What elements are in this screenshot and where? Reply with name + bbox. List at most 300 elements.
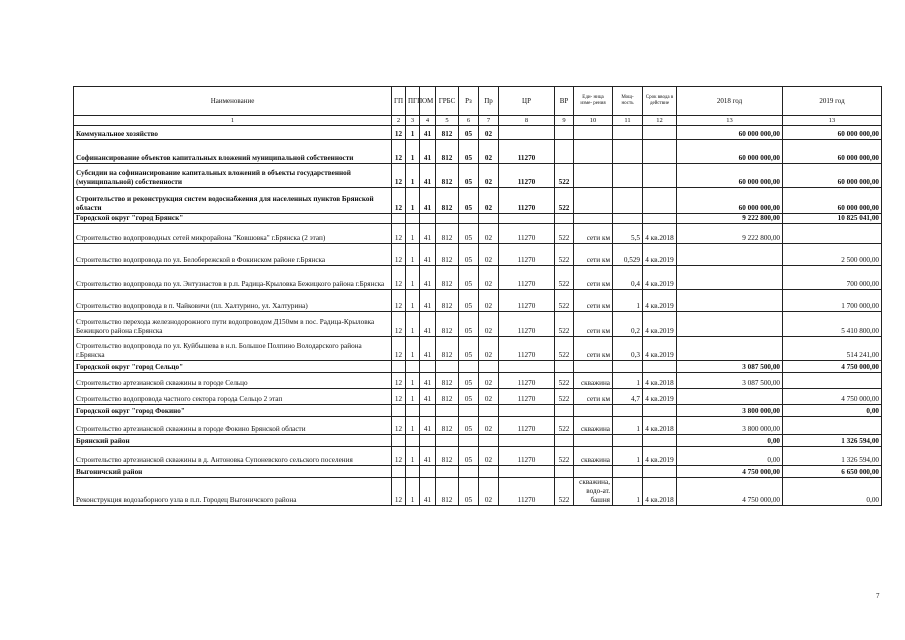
- cell-2019: 60 000 000,00: [783, 188, 882, 214]
- cell-tsr: 11270: [499, 478, 555, 506]
- cell-name: Строительство и реконструкция систем водоснабжения для населенных пунктов Брянской области: [74, 188, 392, 214]
- table-row: [74, 405, 882, 417]
- cell-2018: 9 222 800,00: [677, 224, 783, 244]
- cell-unit: сети км: [574, 266, 613, 290]
- cell-pr: 02: [479, 224, 499, 244]
- cell-power: [613, 164, 643, 188]
- header-om: ОМ: [420, 87, 436, 116]
- cell-vr: 522: [555, 266, 574, 290]
- cell-rz: [459, 405, 479, 417]
- cell-2019: 514 241,00: [783, 337, 882, 361]
- cell-grbs: [436, 466, 459, 478]
- cell-om: 41: [420, 290, 436, 312]
- col-num: 13: [783, 116, 882, 126]
- cell-tsr: [499, 435, 555, 447]
- header-pr: Пр: [479, 87, 499, 116]
- cell-om: 41: [420, 478, 436, 506]
- cell-gp: [392, 361, 406, 373]
- cell-vr: 522: [555, 478, 574, 506]
- cell-pgp: 1: [406, 417, 420, 435]
- cell-pgp: 1: [406, 389, 420, 405]
- cell-2019: 700 000,00: [783, 266, 882, 290]
- cell-gp: 12: [392, 447, 406, 466]
- cell-gp: [392, 466, 406, 478]
- cell-gp: 12: [392, 140, 406, 164]
- cell-term: 4 кв.2019: [643, 312, 677, 337]
- cell-term: [643, 214, 677, 224]
- cell-term: [643, 140, 677, 164]
- cell-rz: [459, 361, 479, 373]
- cell-power: [613, 140, 643, 164]
- header-power: Мощ- ность: [613, 87, 643, 116]
- cell-unit: скважина, водо-ат. башня: [574, 478, 613, 506]
- cell-om: [420, 214, 436, 224]
- cell-term: [643, 126, 677, 140]
- cell-vr: 522: [555, 337, 574, 361]
- cell-pgp: 1: [406, 126, 420, 140]
- table-row: [74, 140, 882, 164]
- cell-vr: [555, 361, 574, 373]
- cell-term: 4 кв.2019: [643, 244, 677, 266]
- table-row: [74, 164, 882, 188]
- cell-name: Строительство артезианской скважины в д. Антоновка Супоневского сельского поселения: [74, 447, 392, 466]
- cell-tsr: [499, 466, 555, 478]
- cell-unit: сети км: [574, 224, 613, 244]
- cell-pgp: [406, 361, 420, 373]
- cell-power: 1: [613, 417, 643, 435]
- cell-pgp: 1: [406, 337, 420, 361]
- cell-2018: 4 750 000,00: [677, 466, 783, 478]
- cell-tsr: 11270: [499, 224, 555, 244]
- cell-name: Строительство водопровода по ул. Энтузиастов в р.п. Радица-Крыловка Бежицкого района г.Брянска: [74, 266, 392, 290]
- cell-2019: 60 000 000,00: [783, 126, 882, 140]
- cell-gp: 12: [392, 188, 406, 214]
- header-2018: 2018 год: [677, 87, 783, 116]
- cell-name: Городской округ "город Фокино": [74, 405, 392, 417]
- cell-unit: [574, 140, 613, 164]
- table-row: [74, 188, 882, 214]
- cell-2018: [677, 312, 783, 337]
- cell-gp: 12: [392, 244, 406, 266]
- cell-rz: 05: [459, 389, 479, 405]
- cell-pgp: [406, 435, 420, 447]
- cell-pgp: 1: [406, 266, 420, 290]
- cell-power: 4,7: [613, 389, 643, 405]
- cell-unit: [574, 435, 613, 447]
- cell-name: Городской округ "город Сельцо": [74, 361, 392, 373]
- cell-pgp: 1: [406, 244, 420, 266]
- cell-unit: [574, 405, 613, 417]
- cell-gp: 12: [392, 290, 406, 312]
- cell-grbs: 812: [436, 478, 459, 506]
- cell-vr: 522: [555, 312, 574, 337]
- cell-unit: сети км: [574, 290, 613, 312]
- cell-tsr: 11270: [499, 188, 555, 214]
- cell-2018: 3 087 500,00: [677, 373, 783, 389]
- cell-2019: 0,00: [783, 478, 882, 506]
- header-grbs: ГРБС: [436, 87, 459, 116]
- cell-grbs: 812: [436, 188, 459, 214]
- cell-grbs: 812: [436, 373, 459, 389]
- cell-grbs: 812: [436, 244, 459, 266]
- cell-2018: [677, 337, 783, 361]
- cell-grbs: 812: [436, 389, 459, 405]
- cell-pr: [479, 435, 499, 447]
- cell-name: Коммунальное хозяйство: [74, 126, 392, 140]
- col-num: 13: [677, 116, 783, 126]
- cell-gp: 12: [392, 417, 406, 435]
- cell-2018: 4 750 000,00: [677, 478, 783, 506]
- col-num: 9: [555, 116, 574, 126]
- cell-vr: 522: [555, 290, 574, 312]
- cell-om: [420, 466, 436, 478]
- cell-name: Строительство перехода железнодорожного пути водопроводом Д150мм в пос. Радица-Крыловка Бежицкого района г.Брянска: [74, 312, 392, 337]
- cell-grbs: 812: [436, 266, 459, 290]
- cell-name: Софинансирование объектов капитальных вложений муниципальной собственности: [74, 140, 392, 164]
- col-num: 10: [574, 116, 613, 126]
- cell-om: 41: [420, 140, 436, 164]
- cell-rz: 05: [459, 478, 479, 506]
- cell-om: 41: [420, 224, 436, 244]
- cell-tsr: [499, 214, 555, 224]
- cell-om: 41: [420, 266, 436, 290]
- cell-term: [643, 435, 677, 447]
- cell-name: Строительство артезианской скважины в городе Фокино Брянской области: [74, 417, 392, 435]
- table-row: [74, 447, 882, 466]
- cell-power: 0,529: [613, 244, 643, 266]
- cell-grbs: 812: [436, 224, 459, 244]
- cell-rz: 05: [459, 337, 479, 361]
- cell-pgp: 1: [406, 312, 420, 337]
- cell-power: [613, 126, 643, 140]
- cell-tsr: 11270: [499, 312, 555, 337]
- cell-gp: 12: [392, 164, 406, 188]
- cell-grbs: 812: [436, 312, 459, 337]
- cell-om: 41: [420, 417, 436, 435]
- cell-2018: 60 000 000,00: [677, 188, 783, 214]
- cell-unit: сети км: [574, 389, 613, 405]
- cell-gp: 12: [392, 478, 406, 506]
- cell-gp: 12: [392, 373, 406, 389]
- cell-2018: 3 800 000,00: [677, 405, 783, 417]
- cell-2018: [677, 244, 783, 266]
- cell-power: 1: [613, 373, 643, 389]
- cell-rz: 05: [459, 244, 479, 266]
- cell-power: 0,3: [613, 337, 643, 361]
- cell-tsr: 11270: [499, 389, 555, 405]
- cell-term: 4 кв.2018: [643, 373, 677, 389]
- cell-rz: [459, 435, 479, 447]
- cell-rz: 05: [459, 164, 479, 188]
- cell-name: Строительство водопровода частного сектора города Сельцо 2 этап: [74, 389, 392, 405]
- cell-power: [613, 214, 643, 224]
- cell-pgp: 1: [406, 188, 420, 214]
- cell-om: [420, 435, 436, 447]
- table-row: [74, 224, 882, 244]
- header-pgp: ПГП: [406, 87, 420, 116]
- cell-vr: [555, 466, 574, 478]
- cell-vr: 522: [555, 447, 574, 466]
- cell-tsr: 11270: [499, 373, 555, 389]
- cell-pr: 02: [479, 337, 499, 361]
- cell-term: 4 кв.2018: [643, 224, 677, 244]
- cell-vr: [555, 126, 574, 140]
- cell-om: 41: [420, 244, 436, 266]
- header-gp: ГП: [392, 87, 406, 116]
- cell-2018: 3 087 500,00: [677, 361, 783, 373]
- cell-rz: [459, 466, 479, 478]
- cell-tsr: [499, 361, 555, 373]
- cell-name: Субсидии на софинансирование капитальных вложений в объекты государственной (муниципальной) собственности: [74, 164, 392, 188]
- cell-gp: [392, 214, 406, 224]
- cell-rz: 05: [459, 373, 479, 389]
- cell-grbs: 812: [436, 417, 459, 435]
- cell-grbs: [436, 435, 459, 447]
- cell-2019: [783, 373, 882, 389]
- cell-gp: 12: [392, 389, 406, 405]
- cell-pr: 02: [479, 417, 499, 435]
- cell-tsr: 11270: [499, 290, 555, 312]
- cell-unit: скважина: [574, 417, 613, 435]
- cell-gp: 12: [392, 126, 406, 140]
- page-number: 7: [876, 592, 880, 600]
- cell-term: [643, 188, 677, 214]
- table-row: [74, 435, 882, 447]
- table-row: [74, 361, 882, 373]
- cell-om: 41: [420, 126, 436, 140]
- cell-rz: 05: [459, 290, 479, 312]
- cell-pr: 02: [479, 244, 499, 266]
- cell-pr: 02: [479, 140, 499, 164]
- table-row: [74, 337, 882, 361]
- cell-2019: 1 326 594,00: [783, 435, 882, 447]
- cell-unit: [574, 188, 613, 214]
- cell-grbs: [436, 405, 459, 417]
- cell-name: Строительство водопровода в п. Чайковичи (пл. Халтурино, ул. Халтурина): [74, 290, 392, 312]
- cell-rz: [459, 214, 479, 224]
- col-num: 1: [74, 116, 392, 126]
- cell-grbs: 812: [436, 126, 459, 140]
- cell-grbs: 812: [436, 140, 459, 164]
- cell-2019: 10 825 041,00: [783, 214, 882, 224]
- cell-power: [613, 405, 643, 417]
- cell-tsr: 11270: [499, 266, 555, 290]
- cell-pgp: 1: [406, 164, 420, 188]
- cell-2019: 2 500 000,00: [783, 244, 882, 266]
- cell-term: [643, 361, 677, 373]
- cell-name: Строительство водопровода по ул. Белобережской в Фокинском районе г.Брянска: [74, 244, 392, 266]
- table-row: [74, 290, 882, 312]
- cell-pr: 02: [479, 266, 499, 290]
- cell-2018: 60 000 000,00: [677, 140, 783, 164]
- cell-unit: [574, 214, 613, 224]
- cell-grbs: [436, 361, 459, 373]
- cell-unit: [574, 466, 613, 478]
- cell-name: Реконструкция водозаборного узла в п.п. Городец Выгоничского района: [74, 478, 392, 506]
- col-num: 12: [643, 116, 677, 126]
- cell-term: 4 кв.2019: [643, 290, 677, 312]
- cell-pr: [479, 405, 499, 417]
- cell-name: Выгоничский район: [74, 466, 392, 478]
- col-num: 6: [459, 116, 479, 126]
- column-numbers-row: [74, 116, 882, 126]
- cell-vr: 522: [555, 373, 574, 389]
- budget-table: [73, 86, 882, 506]
- cell-pgp: 1: [406, 373, 420, 389]
- cell-pgp: [406, 214, 420, 224]
- cell-vr: [555, 214, 574, 224]
- cell-power: [613, 361, 643, 373]
- col-num: 4: [420, 116, 436, 126]
- cell-gp: 12: [392, 224, 406, 244]
- cell-om: [420, 361, 436, 373]
- cell-grbs: 812: [436, 164, 459, 188]
- cell-om: 41: [420, 312, 436, 337]
- cell-gp: 12: [392, 337, 406, 361]
- cell-vr: 522: [555, 244, 574, 266]
- cell-grbs: 812: [436, 290, 459, 312]
- cell-term: [643, 466, 677, 478]
- cell-2019: [783, 417, 882, 435]
- cell-pr: 02: [479, 447, 499, 466]
- cell-tsr: 11270: [499, 417, 555, 435]
- cell-2018: 0,00: [677, 447, 783, 466]
- cell-pr: 02: [479, 312, 499, 337]
- cell-2018: 60 000 000,00: [677, 126, 783, 140]
- cell-pgp: 1: [406, 224, 420, 244]
- cell-term: 4 кв.2018: [643, 478, 677, 506]
- col-num: 5: [436, 116, 459, 126]
- cell-2019: 60 000 000,00: [783, 164, 882, 188]
- cell-power: 1: [613, 290, 643, 312]
- cell-term: 4 кв.2019: [643, 447, 677, 466]
- table-body: [74, 126, 882, 506]
- cell-pr: [479, 466, 499, 478]
- cell-vr: 522: [555, 164, 574, 188]
- cell-om: 41: [420, 373, 436, 389]
- cell-pr: 02: [479, 389, 499, 405]
- cell-unit: скважина: [574, 373, 613, 389]
- cell-vr: [555, 435, 574, 447]
- cell-term: 4 кв.2019: [643, 389, 677, 405]
- cell-pgp: 1: [406, 140, 420, 164]
- header-rz: Рз: [459, 87, 479, 116]
- cell-pr: [479, 214, 499, 224]
- header-name: Наименование: [74, 87, 392, 116]
- cell-term: 4 кв.2019: [643, 337, 677, 361]
- cell-gp: [392, 435, 406, 447]
- header-tsr: ЦР: [499, 87, 555, 116]
- table-row: [74, 244, 882, 266]
- cell-pr: 02: [479, 290, 499, 312]
- cell-power: [613, 466, 643, 478]
- cell-2018: 9 222 800,00: [677, 214, 783, 224]
- cell-pgp: 1: [406, 290, 420, 312]
- header-2019: 2019 год: [783, 87, 882, 116]
- cell-power: 1: [613, 447, 643, 466]
- cell-grbs: [436, 214, 459, 224]
- col-num: 7: [479, 116, 499, 126]
- cell-rz: 05: [459, 224, 479, 244]
- cell-2018: 0,00: [677, 435, 783, 447]
- cell-unit: [574, 126, 613, 140]
- cell-pr: 02: [479, 478, 499, 506]
- cell-tsr: 11270: [499, 447, 555, 466]
- table-header: [74, 87, 882, 126]
- cell-tsr: 11270: [499, 244, 555, 266]
- cell-tsr: [499, 405, 555, 417]
- table-row: [74, 312, 882, 337]
- cell-tsr: 11270: [499, 337, 555, 361]
- cell-vr: [555, 140, 574, 164]
- cell-unit: [574, 361, 613, 373]
- cell-rz: 05: [459, 417, 479, 435]
- cell-gp: 12: [392, 312, 406, 337]
- cell-pgp: [406, 405, 420, 417]
- cell-power: 0,2: [613, 312, 643, 337]
- cell-gp: 12: [392, 266, 406, 290]
- cell-pgp: 1: [406, 447, 420, 466]
- cell-2018: 3 800 000,00: [677, 417, 783, 435]
- cell-power: [613, 435, 643, 447]
- cell-2019: 1 700 000,00: [783, 290, 882, 312]
- cell-name: Брянский район: [74, 435, 392, 447]
- cell-name: Строительство водопровода по ул. Куйбышева в н.п. Большое Полпино Володарского района г.Брянска: [74, 337, 392, 361]
- cell-om: [420, 405, 436, 417]
- cell-term: [643, 405, 677, 417]
- table-row: [74, 214, 882, 224]
- cell-2018: [677, 290, 783, 312]
- table-row: [74, 417, 882, 435]
- cell-power: [613, 188, 643, 214]
- header-term: Срок ввода в действие: [643, 87, 677, 116]
- cell-vr: 522: [555, 188, 574, 214]
- table-row: [74, 373, 882, 389]
- cell-rz: 05: [459, 140, 479, 164]
- cell-pgp: [406, 466, 420, 478]
- cell-om: 41: [420, 188, 436, 214]
- cell-unit: сети км: [574, 337, 613, 361]
- cell-rz: 05: [459, 447, 479, 466]
- cell-pr: 02: [479, 188, 499, 214]
- cell-term: 4 кв.2019: [643, 266, 677, 290]
- cell-om: 41: [420, 447, 436, 466]
- cell-rz: 05: [459, 312, 479, 337]
- cell-2019: 6 650 000,00: [783, 466, 882, 478]
- cell-tsr: [499, 126, 555, 140]
- cell-vr: 522: [555, 224, 574, 244]
- cell-gp: [392, 405, 406, 417]
- cell-tsr: 11270: [499, 164, 555, 188]
- table-row: [74, 466, 882, 478]
- table-row: [74, 266, 882, 290]
- cell-power: 0,4: [613, 266, 643, 290]
- cell-pgp: 1: [406, 478, 420, 506]
- header-unit: Еди- ница изме- рения: [574, 87, 613, 116]
- cell-2019: 0,00: [783, 405, 882, 417]
- cell-om: 41: [420, 389, 436, 405]
- cell-grbs: 812: [436, 337, 459, 361]
- header-vr: ВР: [555, 87, 574, 116]
- cell-term: 4 кв.2018: [643, 417, 677, 435]
- cell-vr: [555, 405, 574, 417]
- cell-2019: [783, 224, 882, 244]
- cell-unit: [574, 164, 613, 188]
- cell-pr: 02: [479, 126, 499, 140]
- cell-name: Городской округ "город Брянск": [74, 214, 392, 224]
- cell-2019: 1 326 594,00: [783, 447, 882, 466]
- cell-unit: сети км: [574, 244, 613, 266]
